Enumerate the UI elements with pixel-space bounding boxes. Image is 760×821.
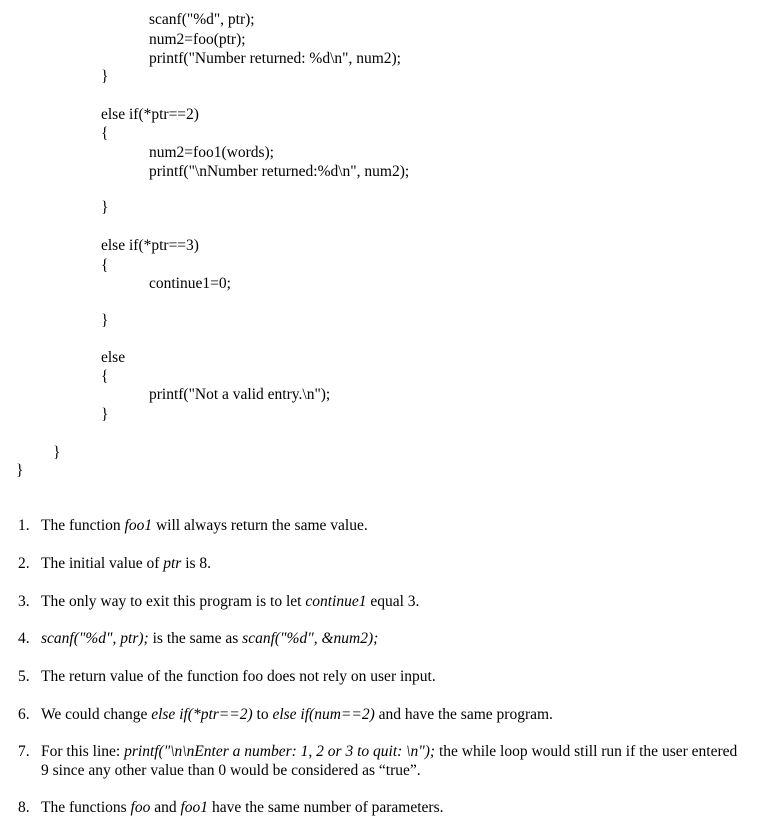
item-text: The only way to exit this program is to let continue1 equal 3.: [41, 593, 420, 610]
item-number: 5.: [18, 668, 30, 685]
item-text: For this line: printf("\n\nEnter a number: 1, 2 or 3 to quit: \n"); the while loop would still run if the user entered 9 since any other value than 0 would be considered as “true”.: [41, 743, 738, 779]
code-line: num2=foo(ptr);: [149, 31, 246, 48]
code-line: else if(*ptr==2): [101, 106, 199, 123]
code-line: {: [101, 257, 109, 274]
item-number: 7.: [18, 743, 30, 760]
code-line: }: [101, 312, 109, 329]
item-text: The function foo1 will always return the same value.: [41, 517, 368, 534]
item-number: 8.: [18, 799, 30, 816]
item-number: 2.: [18, 555, 30, 572]
code-line: }: [101, 199, 109, 216]
code-line: printf("\nNumber returned:%d\n", num2);: [149, 163, 410, 180]
item-number: 3.: [18, 593, 30, 610]
code-line: scanf("%d", ptr);: [149, 11, 255, 28]
item-text: scanf("%d", ptr); is the same as scanf("%d", &num2);: [41, 630, 379, 647]
code-line: num2=foo1(words);: [149, 144, 274, 161]
code-line: else if(*ptr==3): [101, 237, 199, 254]
item-text: We could change else if(*ptr==2) to else if(num==2) and have the same program.: [41, 706, 553, 723]
code-line: }: [101, 68, 109, 85]
code-line: {: [101, 125, 109, 142]
code-line: printf("Number returned: %d\n", num2);: [149, 50, 401, 67]
item-text: The functions foo and foo1 have the same number of parameters.: [41, 799, 444, 816]
code-line: else: [101, 349, 126, 366]
item-text: The initial value of ptr is 8.: [41, 555, 212, 572]
code-line: }: [53, 444, 61, 461]
item-number: 6.: [18, 706, 30, 723]
code-line: continue1=0;: [149, 275, 231, 292]
item-number: 1.: [18, 517, 30, 534]
code-line: {: [101, 368, 109, 385]
item-text: The return value of the function foo does not rely on user input.: [41, 668, 436, 685]
code-line: }: [16, 462, 24, 479]
item-number: 4.: [18, 630, 30, 647]
code-line: }: [101, 406, 109, 423]
code-line: printf("Not a valid entry.\n");: [149, 386, 331, 403]
